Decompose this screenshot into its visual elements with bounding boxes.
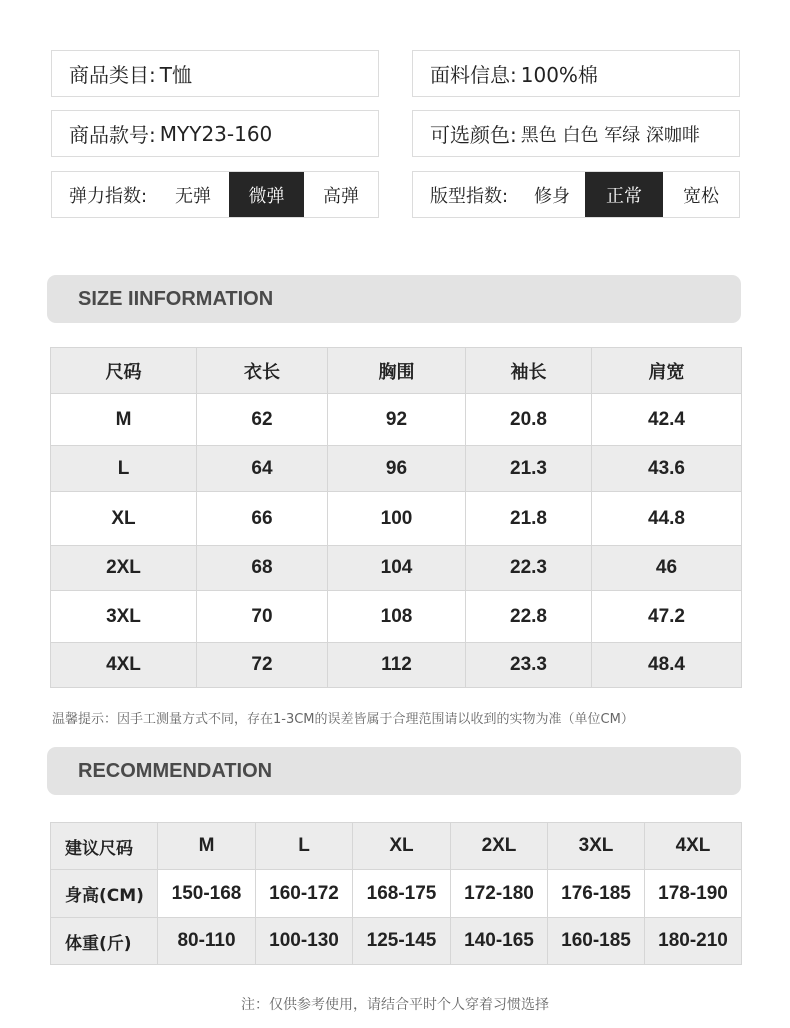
- length-cell: 68: [197, 546, 328, 591]
- size-cell: 2XL: [451, 823, 548, 870]
- shoulder-cell: 48.4: [592, 643, 742, 688]
- table-row: [51, 546, 742, 591]
- elasticity-option-slight: 微弹: [229, 172, 304, 217]
- height-cell: 172-180: [451, 870, 548, 918]
- elasticity-option-high: 高弹: [323, 185, 359, 207]
- weight-cell: 140-165: [451, 918, 548, 965]
- size-section-header: SIZE IINFORMATION: [47, 275, 741, 323]
- elasticity-option-none: 无弹: [175, 185, 211, 207]
- shoulder-cell: 47.2: [592, 591, 742, 643]
- size-cell: L: [256, 823, 353, 870]
- row-label: 身高(CM): [51, 870, 158, 918]
- sleeve-cell: 21.3: [466, 446, 592, 492]
- height-cell: 168-175: [353, 870, 451, 918]
- category-info: [51, 50, 379, 97]
- shoulder-cell: 43.6: [592, 446, 742, 492]
- length-cell: 70: [197, 591, 328, 643]
- elasticity-label: 弹力指数:: [69, 185, 148, 207]
- recommendation-table: [50, 822, 742, 965]
- shoulder-cell: 46: [592, 546, 742, 591]
- length-cell: 62: [197, 394, 328, 446]
- row-label: 体重(斤): [51, 918, 158, 965]
- sleeve-cell: 22.8: [466, 591, 592, 643]
- size-cell: 3XL: [51, 591, 197, 643]
- fit-option-loose: 宽松: [683, 185, 719, 207]
- fabric-label: 面料信息:: [430, 63, 517, 87]
- length-cell: 66: [197, 492, 328, 546]
- table-row: [51, 823, 742, 870]
- table-row: [51, 591, 742, 643]
- recommendation-section-header: RECOMMENDATION: [47, 747, 741, 795]
- sleeve-cell: 21.8: [466, 492, 592, 546]
- weight-cell: 160-185: [548, 918, 645, 965]
- header-size: 尺码: [51, 348, 197, 394]
- height-cell: 160-172: [256, 870, 353, 918]
- chest-cell: 112: [328, 643, 466, 688]
- category-label: 商品类目:: [69, 63, 156, 87]
- table-row: [51, 446, 742, 492]
- table-row: [51, 492, 742, 546]
- chest-cell: 100: [328, 492, 466, 546]
- size-cell: XL: [51, 492, 197, 546]
- colors-value: 黑色 白色 军绿 深咖啡: [520, 124, 700, 146]
- size-cell: 3XL: [548, 823, 645, 870]
- fit-option-slim: 修身: [534, 185, 570, 207]
- model-info: [51, 110, 379, 157]
- table-row: [51, 643, 742, 688]
- sleeve-cell: 20.8: [466, 394, 592, 446]
- chest-cell: 96: [328, 446, 466, 492]
- weight-cell: 125-145: [353, 918, 451, 965]
- table-row: [51, 870, 742, 918]
- elasticity-index: [51, 171, 379, 218]
- height-cell: 176-185: [548, 870, 645, 918]
- table-row: [51, 394, 742, 446]
- category-value: T恤: [159, 63, 192, 87]
- chest-cell: 108: [328, 591, 466, 643]
- fit-option-regular: 正常: [585, 172, 663, 217]
- fit-index: [412, 171, 740, 218]
- height-cell: 150-168: [158, 870, 256, 918]
- fabric-info: [412, 50, 740, 97]
- size-cell: L: [51, 446, 197, 492]
- size-table: [50, 347, 742, 688]
- weight-cell: 180-210: [645, 918, 742, 965]
- size-cell: 2XL: [51, 546, 197, 591]
- shoulder-cell: 44.8: [592, 492, 742, 546]
- fabric-value: 100%棉: [520, 63, 598, 87]
- measurement-note: 温馨提示：因手工测量方式不同，存在1-3CM的误差皆属于合理范围请以收到的实物为准（单位CM）: [52, 712, 634, 727]
- footer-note: 注：仅供参考使用，请结合平时个人穿着习惯选择: [241, 997, 549, 1013]
- weight-cell: 100-130: [256, 918, 353, 965]
- size-cell: 4XL: [51, 643, 197, 688]
- header-chest: 胸围: [328, 348, 466, 394]
- table-row: [51, 918, 742, 965]
- chest-cell: 92: [328, 394, 466, 446]
- model-value: MYY23-160: [159, 121, 273, 146]
- model-label: 商品款号:: [69, 123, 156, 147]
- sleeve-cell: 22.3: [466, 546, 592, 591]
- header-sleeve: 袖长: [466, 348, 592, 394]
- row-label: 建议尺码: [51, 823, 158, 870]
- colors-label: 可选颜色:: [430, 123, 517, 147]
- size-cell: M: [51, 394, 197, 446]
- fit-label: 版型指数:: [430, 185, 509, 207]
- height-cell: 178-190: [645, 870, 742, 918]
- chest-cell: 104: [328, 546, 466, 591]
- length-cell: 64: [197, 446, 328, 492]
- header-shoulder: 肩宽: [592, 348, 742, 394]
- shoulder-cell: 42.4: [592, 394, 742, 446]
- sleeve-cell: 23.3: [466, 643, 592, 688]
- size-cell: XL: [353, 823, 451, 870]
- header-length: 衣长: [197, 348, 328, 394]
- size-cell: 4XL: [645, 823, 742, 870]
- size-table-header-row: [51, 348, 742, 394]
- colors-info: [412, 110, 740, 157]
- size-cell: M: [158, 823, 256, 870]
- weight-cell: 80-110: [158, 918, 256, 965]
- length-cell: 72: [197, 643, 328, 688]
